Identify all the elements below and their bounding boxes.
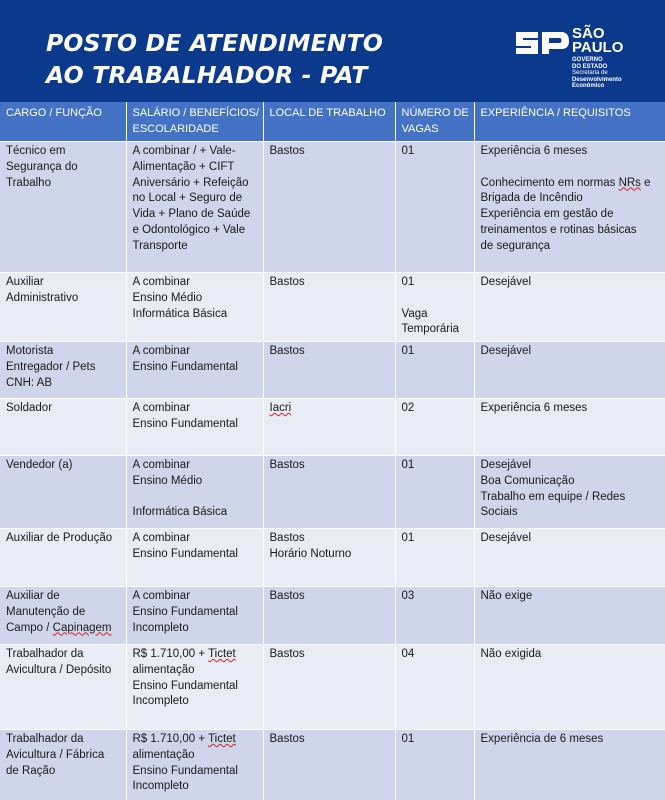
cell-text: Soldador bbox=[6, 402, 53, 414]
table-row bbox=[0, 142, 665, 273]
header-salario-label: SALÁRIO / BENEFÍCIOS/ bbox=[132, 107, 260, 119]
logo-line-5: Secretaria de bbox=[572, 70, 608, 76]
page-header bbox=[0, 0, 665, 102]
cell-text: Informática Básica bbox=[132, 307, 228, 320]
cell-text: Bastos bbox=[269, 590, 305, 602]
cell-text-part: R$ 1.710,00 + bbox=[132, 648, 209, 660]
cell-text: Técnico em bbox=[6, 145, 66, 157]
cell-text: 01 bbox=[401, 276, 415, 288]
cell-text: 04 bbox=[401, 648, 415, 660]
cell-text-part: NRs bbox=[618, 176, 641, 189]
cell-text: Experiência de 6 meses bbox=[480, 733, 604, 745]
cell-text: Avicultura / Depósito bbox=[6, 663, 112, 676]
sao-paulo-government-logo bbox=[514, 25, 639, 89]
cell-experiencia bbox=[474, 730, 665, 800]
cell-experiencia bbox=[474, 273, 665, 342]
cell-vagas bbox=[395, 142, 474, 273]
cell-cargo bbox=[0, 399, 126, 456]
header-vagas bbox=[395, 102, 474, 142]
cell-text: A combinar bbox=[132, 345, 191, 357]
cell-local bbox=[263, 456, 395, 529]
table-row bbox=[0, 399, 665, 456]
cell-vagas bbox=[395, 645, 474, 730]
cell-text: Incompleto bbox=[132, 695, 189, 708]
cell-local bbox=[263, 730, 395, 800]
cell-text: A combinar bbox=[132, 402, 191, 414]
logo-line-6: Desenvolvimento bbox=[572, 76, 622, 83]
page-title bbox=[46, 27, 383, 91]
header-salario-label: ESCOLARIDADE bbox=[132, 122, 219, 135]
cell-text: Não exigida bbox=[480, 648, 542, 660]
cell-cargo bbox=[0, 645, 126, 730]
cell-cargo bbox=[0, 529, 126, 587]
cell-text: 03 bbox=[401, 590, 415, 602]
cell-text: Brigada de Incêndio bbox=[480, 192, 583, 205]
cell-text: 01 bbox=[401, 459, 415, 471]
cell-text: Ensino Fundamental bbox=[132, 360, 238, 373]
cell-text: Administrativo bbox=[6, 291, 79, 304]
cell-experiencia bbox=[474, 399, 665, 456]
cell-text: Trabalho em equipe / Redes bbox=[480, 490, 626, 503]
cell-text: 01 bbox=[401, 345, 415, 357]
cell-salario bbox=[126, 399, 263, 456]
cell-text: alimentação bbox=[132, 748, 195, 761]
cell-experiencia bbox=[474, 645, 665, 730]
cell-text: Ensino Fundamental bbox=[132, 547, 238, 560]
cell-text bbox=[133, 647, 258, 663]
cell-text: Bastos bbox=[269, 345, 305, 357]
cell-text-part: Tictet bbox=[208, 733, 236, 745]
cell-text: A combinar / + Vale- bbox=[132, 145, 236, 157]
cell-cargo bbox=[0, 142, 126, 273]
cell-text: Sociais bbox=[480, 506, 518, 519]
cell-text: Vaga bbox=[401, 307, 428, 320]
cell-text: Trabalhador da bbox=[6, 648, 84, 660]
cell-text: 02 bbox=[401, 402, 415, 414]
cell-text: de Ração bbox=[6, 764, 56, 777]
logo-line-4: DO ESTADO bbox=[572, 63, 608, 70]
cell-text: Boa Comunicação bbox=[480, 474, 575, 487]
cell-text: Bastos bbox=[269, 733, 305, 745]
cell-text: CNH: AB bbox=[6, 376, 53, 389]
cell-text-part: Capinagem bbox=[52, 621, 112, 634]
cell-local bbox=[263, 645, 395, 730]
cell-text: Trabalho bbox=[6, 176, 51, 189]
table-row bbox=[0, 529, 665, 587]
cell-text: Auxiliar bbox=[6, 276, 44, 288]
logo-line-3: GOVERNO bbox=[572, 57, 603, 63]
cell-text-part: Campo / bbox=[6, 621, 53, 634]
cell-salario bbox=[126, 529, 263, 587]
cell-text: Desejável bbox=[480, 459, 531, 471]
cell-vagas bbox=[395, 342, 474, 399]
cell-text: Bastos bbox=[269, 276, 305, 288]
cell-vagas bbox=[395, 529, 474, 587]
cell-text: Alimentação + CIFT bbox=[132, 160, 235, 173]
cell-text: Aniversário + Refeição bbox=[132, 176, 249, 189]
cell-text: Entregador / Pets bbox=[6, 360, 96, 373]
cell-text: Temporária bbox=[401, 323, 460, 336]
cell-text: Vendedor (a) bbox=[6, 459, 73, 471]
cell-cargo bbox=[0, 587, 126, 645]
cell-text: Auxiliar de bbox=[6, 590, 60, 602]
cell-text: Motorista bbox=[6, 345, 54, 357]
cell-text: Informática Básica bbox=[132, 506, 228, 519]
cell-experiencia bbox=[474, 342, 665, 399]
cell-text: Não exige bbox=[480, 590, 533, 602]
cell-text: no Local + Seguro de bbox=[132, 192, 243, 205]
cell-text bbox=[6, 621, 121, 637]
sp-logo-icon bbox=[514, 29, 570, 57]
cell-text: Vida + Plano de Saúde bbox=[132, 208, 251, 221]
logo-line-2: PAULO bbox=[572, 39, 624, 56]
header-cargo bbox=[0, 102, 126, 142]
cell-text: Bastos bbox=[269, 459, 305, 471]
logo-line-1: SÃO bbox=[572, 25, 605, 42]
header-local bbox=[263, 102, 395, 142]
cell-text: Ensino Fundamental bbox=[132, 679, 238, 692]
cell-text: Ensino Médio bbox=[132, 474, 203, 487]
cell-salario bbox=[126, 645, 263, 730]
header-vagas-label: NÚMERO DE bbox=[401, 107, 469, 119]
cell-text: A combinar bbox=[132, 459, 191, 471]
cell-text: Ensino Fundamental bbox=[132, 417, 238, 430]
cell-text: Transporte bbox=[132, 239, 188, 252]
cell-vagas bbox=[395, 730, 474, 800]
cell-local bbox=[263, 273, 395, 342]
cell-text: Bastos bbox=[269, 532, 305, 544]
cell-text: de segurança bbox=[480, 239, 551, 252]
cell-text: 01 bbox=[401, 145, 415, 157]
logo-subtitle bbox=[572, 57, 622, 90]
header-local-label: LOCAL DE TRABALHO bbox=[269, 107, 386, 119]
job-openings-table bbox=[0, 102, 665, 800]
header-salario bbox=[126, 102, 263, 142]
cell-salario bbox=[126, 456, 263, 529]
cell-text: Horário Noturno bbox=[269, 547, 352, 560]
logo-wordmark bbox=[572, 27, 623, 55]
cell-local bbox=[263, 529, 395, 587]
cell-text: Bastos bbox=[269, 145, 305, 157]
cell-cargo bbox=[0, 273, 126, 342]
header-experiencia bbox=[474, 102, 665, 142]
cell-text: Incompleto bbox=[132, 780, 189, 793]
cell-experiencia bbox=[474, 456, 665, 529]
cell-salario bbox=[126, 587, 263, 645]
cell-text: Iacri bbox=[269, 402, 292, 414]
cell-text: Ensino Fundamental bbox=[132, 764, 238, 777]
table-row bbox=[0, 730, 665, 800]
cell-text bbox=[481, 176, 660, 192]
cell-text: 01 bbox=[401, 532, 415, 544]
cell-vagas bbox=[395, 273, 474, 342]
cell-text: Ensino Fundamental bbox=[132, 605, 238, 618]
table-row bbox=[0, 456, 665, 529]
cell-salario bbox=[126, 730, 263, 800]
cell-vagas bbox=[395, 587, 474, 645]
header-vagas-label: VAGAS bbox=[401, 122, 439, 135]
table-row bbox=[0, 273, 665, 342]
cell-text-part: e bbox=[640, 176, 651, 189]
cell-text: Auxiliar de Produção bbox=[6, 532, 113, 544]
cell-local bbox=[263, 399, 395, 456]
cell-salario bbox=[126, 342, 263, 399]
cell-local bbox=[263, 142, 395, 273]
cell-text: Experiência 6 meses bbox=[480, 145, 588, 157]
cell-salario bbox=[126, 142, 263, 273]
cell-text-part: R$ 1.710,00 + bbox=[132, 733, 209, 745]
cell-text: Bastos bbox=[269, 648, 305, 660]
page-title-line-2: AO TRABALHADOR - PAT bbox=[46, 61, 368, 89]
cell-local bbox=[263, 587, 395, 645]
cell-text-part: Tictet bbox=[208, 648, 236, 660]
cell-text: e Odontológico + Vale bbox=[132, 223, 246, 236]
cell-text: A combinar bbox=[132, 532, 191, 544]
cell-text: Trabalhador da bbox=[6, 733, 84, 745]
cell-cargo bbox=[0, 342, 126, 399]
page-title-line-1: POSTO DE ATENDIMENTO bbox=[46, 29, 384, 57]
cell-text: alimentação bbox=[132, 663, 195, 676]
cell-text: Desejável bbox=[480, 345, 531, 357]
cell-text: Manutenção de bbox=[6, 605, 86, 618]
cell-local bbox=[263, 342, 395, 399]
cell-text: Incompleto bbox=[132, 621, 189, 634]
cell-salario bbox=[126, 273, 263, 342]
table-row bbox=[0, 587, 665, 645]
cell-experiencia bbox=[474, 587, 665, 645]
cell-vagas bbox=[395, 456, 474, 529]
logo-line-7: Econômico bbox=[572, 83, 605, 89]
cell-text: Desejável bbox=[480, 276, 531, 288]
cell-text: Ensino Médio bbox=[132, 291, 203, 304]
cell-text: treinamentos e rotinas básicas bbox=[480, 223, 637, 236]
table-header-row bbox=[0, 102, 665, 142]
cell-cargo bbox=[0, 730, 126, 800]
cell-text: Desejável bbox=[480, 532, 531, 544]
table-row bbox=[0, 645, 665, 730]
cell-experiencia bbox=[474, 142, 665, 273]
cell-text: 01 bbox=[401, 733, 415, 745]
cell-text bbox=[133, 732, 258, 748]
table-row bbox=[0, 342, 665, 399]
cell-text: Experiência em gestão de bbox=[480, 208, 614, 221]
cell-text-part: Conhecimento em normas bbox=[480, 176, 619, 189]
cell-text: Avicultura / Fábrica bbox=[6, 748, 105, 761]
cell-experiencia bbox=[474, 529, 665, 587]
cell-text: A combinar bbox=[132, 590, 191, 602]
cell-text: A combinar bbox=[132, 276, 191, 288]
cell-text: Segurança do bbox=[6, 160, 78, 173]
cell-text: Experiência 6 meses bbox=[480, 402, 588, 414]
header-cargo-label: CARGO / FUNÇÃO bbox=[6, 107, 102, 119]
cell-vagas bbox=[395, 399, 474, 456]
header-experiencia-label: EXPERIÊNCIA / REQUISITOS bbox=[480, 107, 631, 119]
cell-cargo bbox=[0, 456, 126, 529]
